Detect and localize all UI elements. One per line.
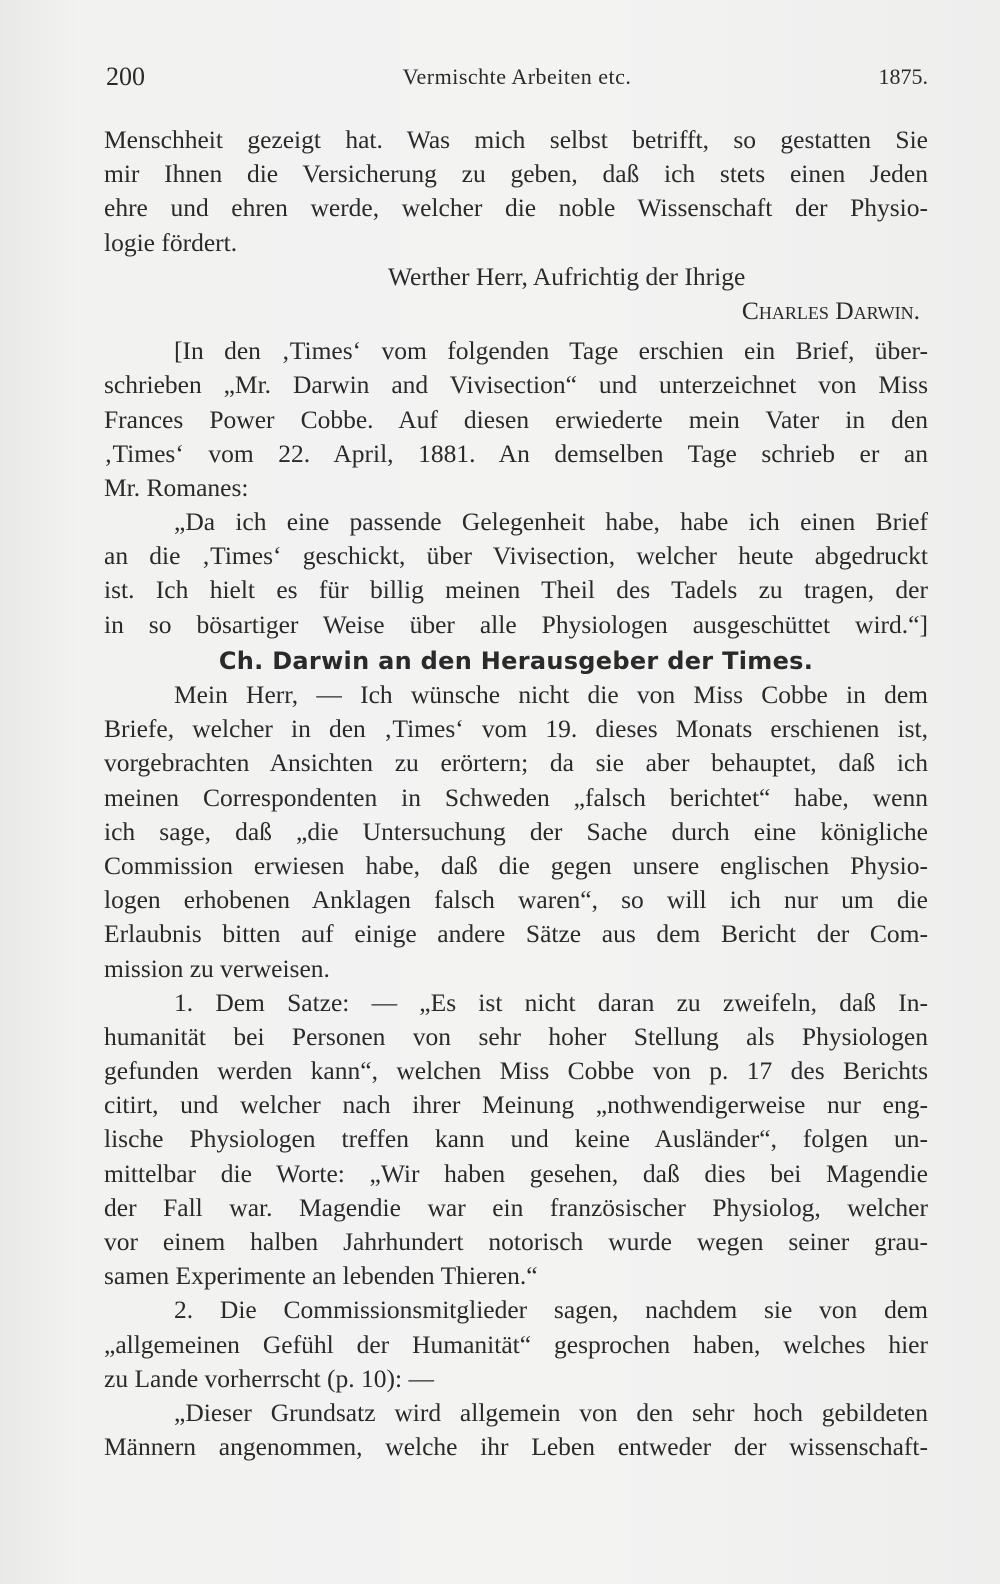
text-line: mittelbar die Worte: „Wir haben gesehen, daß dies bei Magendie [104, 1158, 928, 1188]
point-2 [104, 1293, 928, 1396]
running-header [106, 60, 928, 96]
text-line: [In den ‚Times‘ vom folgenden Tage erschien ein Brief, über- [174, 336, 928, 366]
text-line: logen erhobenen Anklagen falsch waren“, so will ich nur um die [104, 885, 928, 915]
romanes-quote [104, 505, 928, 642]
text-line: an die ‚Times‘ geschickt, über Vivisection, welcher heute abgedruckt [104, 541, 928, 571]
page-number: 200 [106, 62, 145, 91]
text-line: ehre und ehren werde, welcher die noble Wissenschaft der Physio- [104, 193, 928, 223]
editorial-note [104, 334, 928, 505]
text-line: samen Experimente an lebenden Thieren.“ [104, 1261, 538, 1291]
text-line: 1. Dem Satze: — „Es ist nicht daran zu zweifeln, daß In- [174, 987, 928, 1017]
text-line: schrieben „Mr. Darwin and Vivisection“ und unterzeichnet von Miss [104, 370, 928, 400]
text-line: in so bösartiger Weise über alle Physiologen ausgeschüttet wird.“] [104, 609, 928, 639]
point-1 [104, 986, 928, 1294]
text-line: „allgemeinen Gefühl der Humanität“ gesprochen haben, welches hier [104, 1329, 928, 1359]
text-line: zu Lande vorherrscht (p. 10): — [104, 1363, 434, 1393]
text-line: Mr. Romanes: [104, 472, 249, 502]
text-line: ich sage, daß „die Untersuchung der Sache durch eine königliche [104, 816, 928, 846]
page-body [104, 123, 928, 1464]
text-line: 2. Die Commissionsmitglieder sagen, nachdem sie von dem [174, 1295, 928, 1325]
final-quote [104, 1396, 928, 1464]
text-line: vor einem halben Jahrhundert notorisch wurde wegen seiner grau- [104, 1227, 928, 1256]
text-line: Erlaubnis bitten auf einige andere Sätze aus dem Bericht der Com- [104, 919, 928, 949]
section-heading: Ch. Darwin an den Herausgeber der Times. [218, 646, 814, 675]
text-line: der Fall war. Magendie war ein französischer Physiolog, welcher [104, 1192, 928, 1222]
text-line: „Da ich eine passende Gelegenheit habe, habe ich einen Brief [174, 507, 928, 537]
letter-closing: Werther Herr, Aufrichtig der Ihrige [388, 261, 746, 291]
text-line: Menschheit gezeigt hat. Was mich selbst betrifft, so gestatten Sie [104, 125, 928, 154]
signature: Charles Darwin. [741, 295, 920, 325]
text-line: ‚Times‘ vom 22. April, 1881. An demselben Tage schrieb er an [104, 438, 928, 468]
text-line: vorgebrachten Ansichten zu erörtern; da sie aber behauptet, daß ich [104, 748, 928, 778]
text-line: gefunden werden kann“, welchen Miss Cobbe von p. 17 des Berichts [104, 1056, 928, 1086]
text-line: logie fördert. [104, 227, 238, 257]
text-line: meinen Correspondenten in Schweden „falsch berichtet“ habe, wenn [104, 782, 928, 812]
text-line: mir Ihnen die Versicherung zu geben, daß ich stets einen Jeden [104, 159, 928, 189]
letter-end-paragraph [104, 123, 928, 260]
text-line: Mein Herr, — Ich wünsche nicht die von Miss Cobbe in dem [174, 680, 928, 709]
text-line: Männern angenommen, welche ihr Leben entweder der wissenschaft- [104, 1432, 928, 1462]
letter-body [104, 678, 928, 986]
running-title: Vermischte Arbeiten etc. [402, 64, 632, 89]
text-line: Briefe, welcher in den ‚Times‘ vom 19. dieses Monats erschienen ist, [104, 714, 928, 744]
text-line: Frances Power Cobbe. Auf diesen erwiederte mein Vater in den [104, 404, 928, 434]
text-line: „Dieser Grundsatz wird allgemein von den sehr hoch gebildeten [174, 1397, 928, 1427]
text-line: ist. Ich hielt es für billig meinen Theil des Tadels zu tragen, der [104, 575, 928, 605]
header-year: 1875. [878, 64, 928, 89]
text-line: mission zu verweisen. [104, 953, 330, 983]
text-line: Commission erwiesen habe, daß die gegen unsere englischen Physio- [104, 850, 928, 880]
text-line: humanität bei Personen von sehr hoher Stellung als Physiologen [104, 1021, 928, 1051]
text-line: citirt, und welcher nach ihrer Meinung „nothwendigerweise nur eng- [104, 1090, 928, 1120]
text-line: lische Physiologen treffen kann und keine Ausländer“, folgen un- [104, 1124, 928, 1154]
